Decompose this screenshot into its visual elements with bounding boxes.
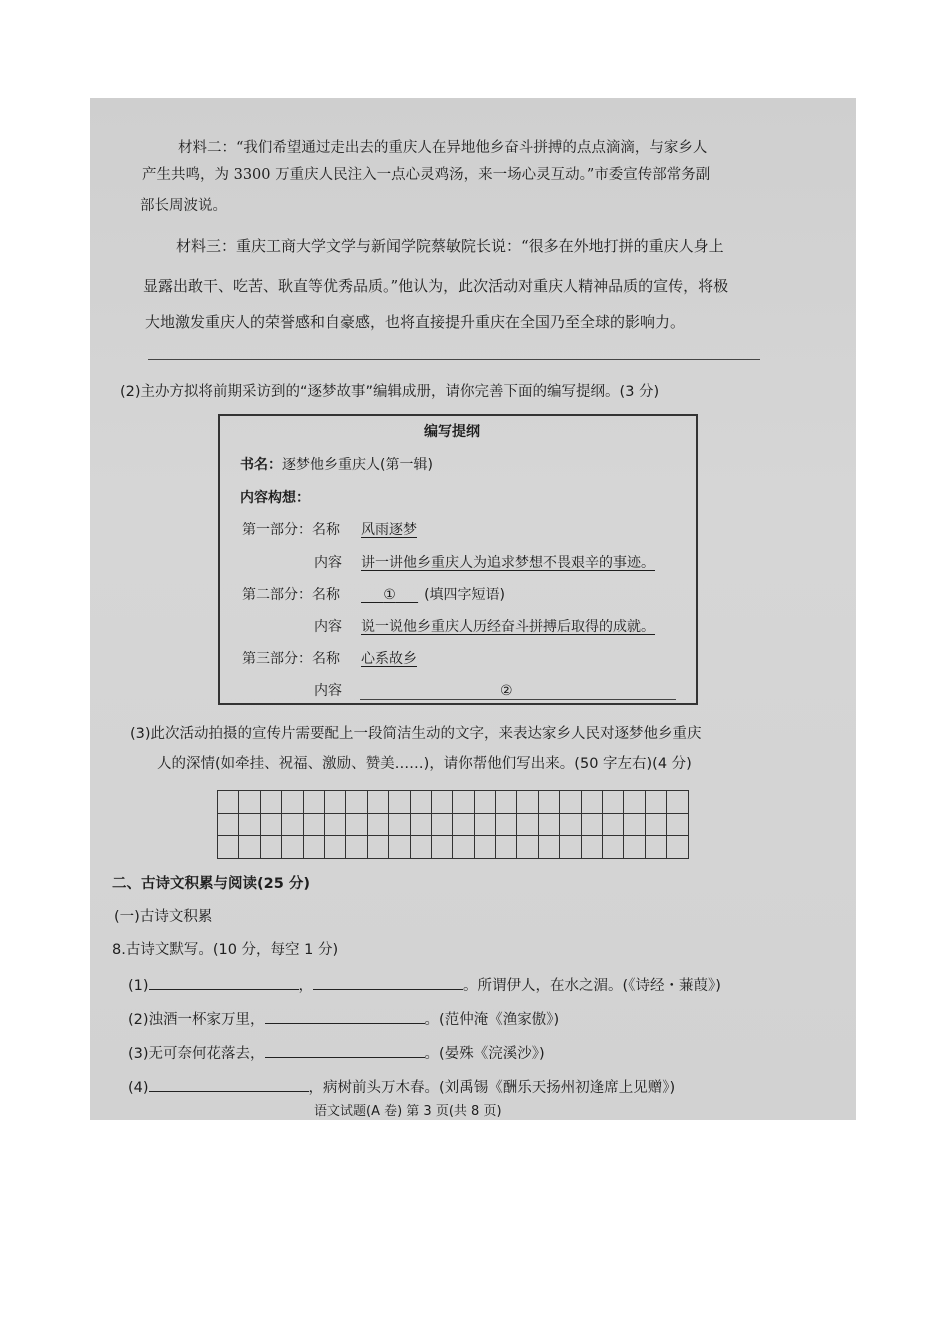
grid-cell[interactable]: [474, 836, 495, 859]
grid-cell[interactable]: [218, 813, 239, 836]
fill-blank-4[interactable]: [149, 1076, 309, 1092]
fill-blank-1b[interactable]: [313, 974, 463, 990]
grid-cell[interactable]: [389, 836, 410, 859]
grid-cell[interactable]: [474, 791, 495, 814]
grid-cell[interactable]: [260, 813, 281, 836]
grid-cell[interactable]: [239, 791, 260, 814]
grid-cell[interactable]: [389, 791, 410, 814]
grid-cell[interactable]: [324, 836, 345, 859]
q8-item-1: (1) ， 。所谓伊人，在水之湄。(《诗经・蒹葭》): [128, 974, 721, 996]
grid-cell[interactable]: [303, 836, 324, 859]
part2-content: 说一说他乡重庆人历经奋斗拼搏后取得的成就。: [361, 619, 655, 635]
part2-name-row: [361, 585, 505, 605]
part2-hint: (填四字短语): [424, 587, 506, 603]
grid-cell[interactable]: [560, 836, 581, 859]
grid-cell[interactable]: [645, 813, 666, 836]
blank-marker-2: ②: [500, 683, 513, 699]
fill-blank-3[interactable]: [265, 1042, 425, 1058]
grid-cell[interactable]: [453, 836, 474, 859]
grid-cell[interactable]: [667, 836, 688, 859]
grid-cell[interactable]: [581, 813, 602, 836]
material3-line1: 材料三：重庆工商大学文学与新闻学院蔡敏院长说：“很多在外地打拼的重庆人身上: [176, 237, 724, 255]
grid-cell[interactable]: [560, 813, 581, 836]
grid-cell[interactable]: [346, 813, 367, 836]
grid-cell[interactable]: [324, 813, 345, 836]
grid-cell[interactable]: [581, 836, 602, 859]
material2-line3: 部长周波说。: [140, 198, 227, 214]
grid-cell[interactable]: [367, 836, 388, 859]
q8-item-4: (4) ，病树前头万木春。(刘禹锡《酬乐天扬州初逢席上见赠》): [128, 1076, 675, 1098]
section2-heading: 二、古诗文积累与阅读(25 分): [112, 876, 310, 892]
q2-prompt: (2)主办方拟将前期采访到的“逐梦故事”编辑成册，请你完善下面的编写提纲。(3 分): [120, 384, 660, 400]
grid-cell[interactable]: [624, 791, 645, 814]
divider-line: [148, 359, 760, 360]
grid-cell[interactable]: [603, 791, 624, 814]
grid-cell[interactable]: [538, 836, 559, 859]
grid-cell[interactable]: [538, 791, 559, 814]
grid-cell[interactable]: [581, 791, 602, 814]
grid-cell[interactable]: [260, 791, 281, 814]
grid-cell[interactable]: [496, 836, 517, 859]
material3-line3: 大地激发重庆人的荣誉感和自豪感，也将直接提升重庆在全国乃至全球的影响力。: [145, 313, 686, 331]
grid-cell[interactable]: [367, 791, 388, 814]
section2-sub: (一)古诗文积累: [114, 909, 213, 925]
grid-cell[interactable]: [410, 813, 431, 836]
grid-cell[interactable]: [624, 836, 645, 859]
grid-cell[interactable]: [517, 813, 538, 836]
part2-label: 第二部分：名称: [242, 587, 340, 603]
grid-cell[interactable]: [474, 813, 495, 836]
grid-cell[interactable]: [282, 836, 303, 859]
grid-cell[interactable]: [260, 836, 281, 859]
grid-cell[interactable]: [645, 791, 666, 814]
grid-cell[interactable]: [560, 791, 581, 814]
grid-cell[interactable]: [517, 791, 538, 814]
page-footer: 语文试题(A 卷) 第 3 页(共 8 页): [314, 1104, 502, 1119]
grid-cell[interactable]: [239, 836, 260, 859]
material2-line2: 产生共鸣，为 3300 万重庆人民注入一点心灵鸡汤，来一场心灵互动。”市委宣传部常务副: [142, 167, 711, 183]
grid-cell[interactable]: [239, 813, 260, 836]
grid-cell[interactable]: [603, 836, 624, 859]
grid-cell[interactable]: [517, 836, 538, 859]
part3-content-label: 内容: [314, 683, 342, 699]
part3-label: 第三部分：名称: [242, 651, 340, 667]
book-name-row: [240, 455, 433, 475]
grid-cell[interactable]: [667, 791, 688, 814]
answer-blank-2[interactable]: [360, 699, 676, 700]
blank-marker-1: ①: [383, 587, 396, 603]
grid-cell[interactable]: [218, 836, 239, 859]
content-label: 内容构想：: [240, 490, 310, 506]
grid-cell[interactable]: [324, 791, 345, 814]
q8-item-2: (2)浊酒一杯家万里， 。(范仲淹《渔家傲》): [128, 1008, 559, 1030]
grid-cell[interactable]: [389, 813, 410, 836]
fill-blank-2[interactable]: [265, 1008, 425, 1024]
grid-cell[interactable]: [346, 836, 367, 859]
grid-cell[interactable]: [431, 836, 452, 859]
grid-cell[interactable]: [431, 813, 452, 836]
grid-cell[interactable]: [453, 791, 474, 814]
outline-title: 编写提纲: [424, 424, 480, 440]
material2-line1: 材料二：“我们希望通过走出去的重庆人在异地他乡奋斗拼搏的点点滴滴，与家乡人: [178, 140, 708, 156]
answer-grid[interactable]: [217, 790, 689, 859]
grid-row: [218, 813, 689, 836]
answer-blank-1[interactable]: [361, 587, 418, 603]
book-name-label: 书名：: [240, 457, 282, 473]
grid-cell[interactable]: [410, 836, 431, 859]
grid-cell[interactable]: [303, 813, 324, 836]
grid-cell[interactable]: [303, 791, 324, 814]
grid-row: [218, 791, 689, 814]
grid-cell[interactable]: [218, 791, 239, 814]
q3-line1: (3)此次活动拍摄的宣传片需要配上一段简洁生动的文字，来表达家乡人民对逐梦他乡重庆: [130, 726, 702, 742]
grid-cell[interactable]: [282, 813, 303, 836]
grid-cell[interactable]: [603, 813, 624, 836]
grid-cell[interactable]: [496, 813, 517, 836]
grid-cell[interactable]: [282, 791, 303, 814]
part1-content-label: 内容: [314, 555, 342, 571]
q8-item-3: (3)无可奈何花落去， 。(晏殊《浣溪沙》): [128, 1042, 545, 1064]
book-name: 逐梦他乡重庆人(第一辑): [282, 457, 433, 473]
q3-line2: 人的深情(如牵挂、祝福、激励、赞美……)，请你帮他们写出来。(50 字左右)(4 分): [157, 756, 692, 772]
part2-content-label: 内容: [314, 619, 342, 635]
grid-cell[interactable]: [645, 836, 666, 859]
fill-blank-1a[interactable]: [149, 974, 299, 990]
grid-cell[interactable]: [346, 791, 367, 814]
material3-line2: 显露出敢干、吃苦、耿直等优秀品质。”他认为，此次活动对重庆人精神品质的宣传，将极: [143, 277, 729, 295]
part1-name: 风雨逐梦: [361, 522, 417, 538]
grid-cell[interactable]: [410, 791, 431, 814]
q8-title: 8.古诗文默写。(10 分，每空 1 分): [112, 942, 339, 958]
grid-cell[interactable]: [431, 791, 452, 814]
grid-cell[interactable]: [538, 813, 559, 836]
grid-cell[interactable]: [496, 791, 517, 814]
part1-content: 讲一讲他乡重庆人为追求梦想不畏艰辛的事迹。: [361, 555, 655, 571]
part1-label: 第一部分：名称: [242, 522, 340, 538]
grid-cell[interactable]: [624, 813, 645, 836]
exam-page: [90, 98, 856, 1120]
grid-cell[interactable]: [367, 813, 388, 836]
part3-name: 心系故乡: [361, 651, 417, 667]
grid-cell[interactable]: [453, 813, 474, 836]
grid-row: [218, 836, 689, 859]
grid-cell[interactable]: [667, 813, 688, 836]
